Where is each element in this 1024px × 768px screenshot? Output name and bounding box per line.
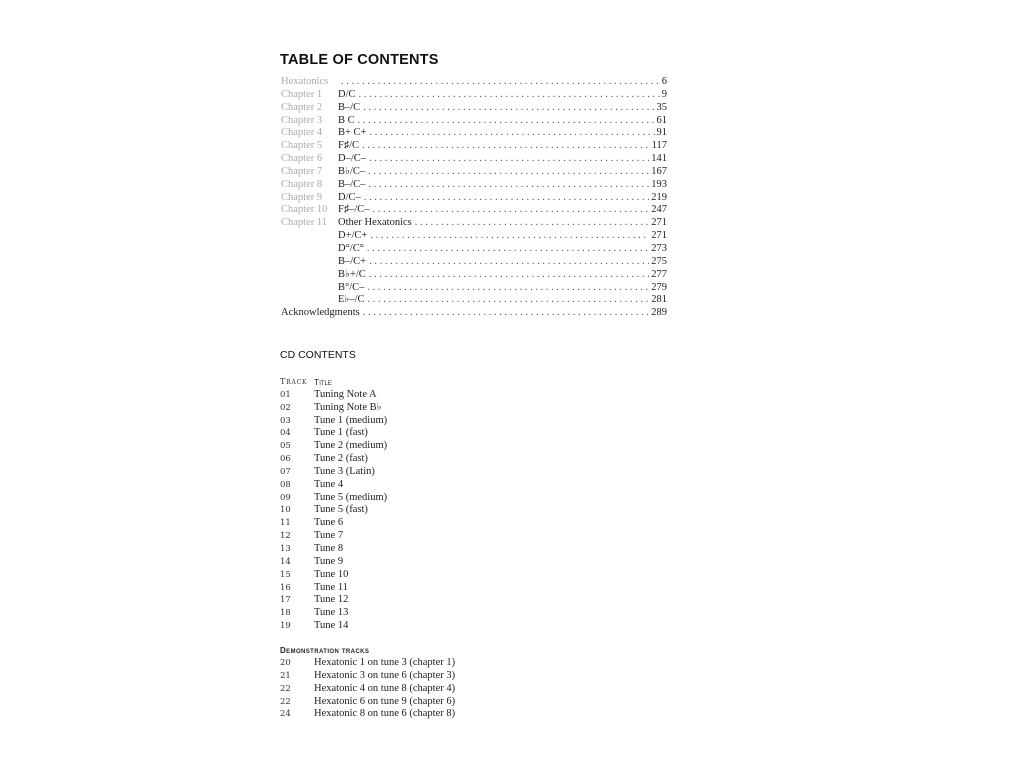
track-row xyxy=(280,415,540,428)
toc-page-number: 193 xyxy=(651,178,667,190)
toc-page-number: 271 xyxy=(651,230,667,242)
track-row xyxy=(280,504,540,517)
toc-title: F♯–/C– xyxy=(338,204,370,216)
toc-title: B°/C– xyxy=(338,281,365,293)
track-title: Tune 12 xyxy=(314,594,349,606)
track-row xyxy=(280,556,540,569)
track-title: Tune 1 (fast) xyxy=(314,427,368,439)
toc-title: B+ C+ xyxy=(338,127,367,139)
toc-page-number: 271 xyxy=(651,217,667,229)
track-title: Tune 1 (medium) xyxy=(314,414,388,426)
track-title: Tune 9 xyxy=(314,555,344,567)
toc-leader-dots xyxy=(363,102,654,115)
demo-track-row xyxy=(280,657,540,670)
toc-leader-dots xyxy=(359,89,660,102)
toc-page-number: 281 xyxy=(651,294,667,306)
track-title: Tune 5 (fast) xyxy=(314,504,368,516)
track-number: 22 xyxy=(280,696,291,707)
toc-row xyxy=(281,153,667,166)
toc-row xyxy=(281,89,667,102)
toc-chapter-label: Chapter 8 xyxy=(281,178,323,190)
toc-page-number: 61 xyxy=(656,114,667,126)
track-row xyxy=(280,492,540,505)
toc-title: D+/C+ xyxy=(338,230,368,242)
toc-chapter-label: Chapter 2 xyxy=(281,101,323,113)
track-title: Tune 3 (Latin) xyxy=(314,465,375,477)
toc-title: Other Hexatonics xyxy=(338,217,412,229)
toc-chapter-label: Chapter 6 xyxy=(281,153,323,165)
toc-title: B–/C xyxy=(338,101,361,113)
track-row xyxy=(280,427,540,440)
toc-title: D°/C° xyxy=(338,242,364,254)
toc-leader-dots xyxy=(367,243,649,256)
track-number: 22 xyxy=(280,683,291,694)
track-number: 21 xyxy=(280,670,291,681)
track-number: 05 xyxy=(280,441,291,452)
track-title: Tune 5 (medium) xyxy=(314,491,388,503)
toc-page-number: 91 xyxy=(656,127,667,139)
toc-title: F♯/C xyxy=(338,140,360,152)
track-number: 19 xyxy=(280,621,291,632)
toc-leader-dots xyxy=(369,269,649,282)
toc-title: Hexatonics xyxy=(281,76,329,87)
track-title: Tune 14 xyxy=(314,620,349,632)
toc-page-number: 289 xyxy=(651,307,667,319)
toc-chapter-label: Chapter 5 xyxy=(281,140,323,152)
toc-row xyxy=(281,140,667,153)
track-number: 06 xyxy=(280,454,291,465)
track-row xyxy=(280,440,540,453)
toc-heading: TABLE OF CONTENTS xyxy=(280,52,439,68)
toc-row xyxy=(281,102,667,115)
toc-row xyxy=(281,269,667,282)
track-row xyxy=(280,466,540,479)
track-row xyxy=(280,607,540,620)
toc-row xyxy=(281,256,667,269)
track-number: 11 xyxy=(280,518,291,529)
track-title: Hexatonic 8 on tune 6 (chapter 8) xyxy=(314,708,456,720)
track-number: 10 xyxy=(280,505,291,516)
track-number: 04 xyxy=(280,428,291,439)
toc-title: D/C– xyxy=(338,191,361,203)
cd-track-table xyxy=(280,376,540,633)
toc-title: D/C xyxy=(338,88,356,100)
toc-page-number: 219 xyxy=(651,191,667,203)
track-row xyxy=(280,594,540,607)
toc-page-number: 273 xyxy=(651,242,667,254)
toc-page-number: 247 xyxy=(651,204,667,216)
toc-chapter-label: Chapter 1 xyxy=(281,88,323,100)
toc-leader-dots xyxy=(368,166,649,179)
toc-page-number: 277 xyxy=(651,268,667,280)
track-title: Tune 2 (medium) xyxy=(314,440,388,452)
toc-row xyxy=(281,127,667,140)
track-title: Hexatonic 4 on tune 8 (chapter 4) xyxy=(314,682,456,694)
toc-row xyxy=(281,166,667,179)
toc-title: E♭–/C xyxy=(338,294,365,306)
track-number: 18 xyxy=(280,608,291,619)
demo-track-row xyxy=(280,670,540,683)
toc-row xyxy=(281,76,667,89)
cd-table-header xyxy=(280,376,540,389)
toc-leader-dots xyxy=(368,294,650,307)
track-title: Tune 11 xyxy=(314,581,348,593)
toc-row xyxy=(281,282,667,295)
toc-leader-dots xyxy=(364,192,649,205)
track-number: 16 xyxy=(280,582,291,593)
toc-row xyxy=(281,243,667,256)
track-number: 24 xyxy=(280,709,291,720)
demo-track-row xyxy=(280,683,540,696)
track-number: 12 xyxy=(280,531,291,542)
toc-row xyxy=(281,115,667,128)
track-row xyxy=(280,543,540,556)
toc-title: B♭+/C xyxy=(338,268,366,280)
track-title: Tuning Note A xyxy=(314,388,377,400)
col-title-header: Title xyxy=(314,377,332,387)
toc-title: D–/C– xyxy=(338,153,367,165)
toc-leader-dots xyxy=(367,282,649,295)
toc-title: B–/C+ xyxy=(338,255,367,267)
toc-page-number: 275 xyxy=(651,255,667,267)
toc-row xyxy=(281,294,667,307)
toc-row xyxy=(281,230,667,243)
toc-title: B–/C– xyxy=(338,178,366,190)
track-number: 08 xyxy=(280,479,291,490)
toc-row xyxy=(281,204,667,217)
track-row xyxy=(280,582,540,595)
demonstration-tracks-heading: Demonstration tracks xyxy=(280,646,370,655)
track-title: Tuning Note B♭ xyxy=(314,401,382,413)
toc-chapter-label: Chapter 10 xyxy=(281,204,328,216)
cd-contents-heading: CD CONTENTS xyxy=(280,349,356,361)
toc-leader-dots xyxy=(362,140,650,153)
toc-row xyxy=(281,307,667,320)
track-row xyxy=(280,517,540,530)
toc-chapter-label: Chapter 7 xyxy=(281,165,323,177)
toc-leader-dots xyxy=(363,307,650,320)
toc-page-number: 167 xyxy=(651,165,667,177)
toc-leader-dots xyxy=(415,217,649,230)
track-number: 15 xyxy=(280,569,291,580)
track-number: 20 xyxy=(280,658,291,668)
toc-row xyxy=(281,192,667,205)
demo-track-row xyxy=(280,696,540,709)
track-row xyxy=(280,620,540,633)
track-title: Tune 4 xyxy=(314,478,344,490)
track-number: 01 xyxy=(280,389,291,400)
toc-page-number: 279 xyxy=(651,281,667,293)
toc-leader-dots xyxy=(370,230,649,243)
toc-chapter-label: Chapter 3 xyxy=(281,114,323,126)
toc-title: Acknowledgments xyxy=(281,307,360,319)
toc-row xyxy=(281,179,667,192)
track-title: Hexatonic 1 on tune 3 (chapter 1) xyxy=(314,657,456,668)
track-row xyxy=(280,530,540,543)
toc-chapter-label: Chapter 11 xyxy=(281,217,327,229)
toc-title: B C xyxy=(338,114,355,126)
toc-leader-dots xyxy=(373,204,650,217)
track-number: 17 xyxy=(280,595,291,606)
track-number: 09 xyxy=(280,492,291,503)
toc-leader-dots xyxy=(368,179,649,192)
toc-row xyxy=(281,217,667,230)
track-row xyxy=(280,479,540,492)
track-title: Tune 10 xyxy=(314,568,349,580)
toc-page-number: 9 xyxy=(661,88,667,100)
track-title: Hexatonic 6 on tune 9 (chapter 6) xyxy=(314,695,456,707)
track-title: Tune 6 xyxy=(314,517,344,529)
toc-leader-dots xyxy=(358,115,655,128)
track-number: 03 xyxy=(280,415,291,426)
toc-page-number: 35 xyxy=(656,101,667,113)
toc-page-number: 117 xyxy=(651,140,667,152)
toc-title: B♭/C– xyxy=(338,165,366,177)
toc-leader-dots xyxy=(369,256,649,269)
toc-leader-dots xyxy=(341,76,660,89)
track-row xyxy=(280,569,540,582)
toc-list xyxy=(281,76,667,320)
track-row xyxy=(280,389,540,402)
track-title: Hexatonic 3 on tune 6 (chapter 3) xyxy=(314,669,456,681)
track-number: 13 xyxy=(280,543,291,554)
demo-track-row xyxy=(280,708,540,721)
toc-page-number: 6 xyxy=(661,76,667,87)
toc-chapter-label: Chapter 4 xyxy=(281,127,323,139)
track-title: Tune 8 xyxy=(314,542,344,554)
demonstration-track-table xyxy=(280,657,540,721)
track-number: 07 xyxy=(280,466,291,477)
track-row xyxy=(280,402,540,415)
track-title: Tune 7 xyxy=(314,530,344,542)
toc-chapter-label: Chapter 9 xyxy=(281,191,323,203)
track-row xyxy=(280,453,540,466)
track-title: Tune 2 (fast) xyxy=(314,453,368,465)
toc-leader-dots xyxy=(369,127,654,140)
toc-leader-dots xyxy=(369,153,649,166)
track-number: 02 xyxy=(280,402,291,413)
toc-page-number: 141 xyxy=(651,153,667,165)
track-number: 14 xyxy=(280,556,291,567)
track-title: Tune 13 xyxy=(314,607,349,619)
col-track-header: Track xyxy=(280,377,308,386)
